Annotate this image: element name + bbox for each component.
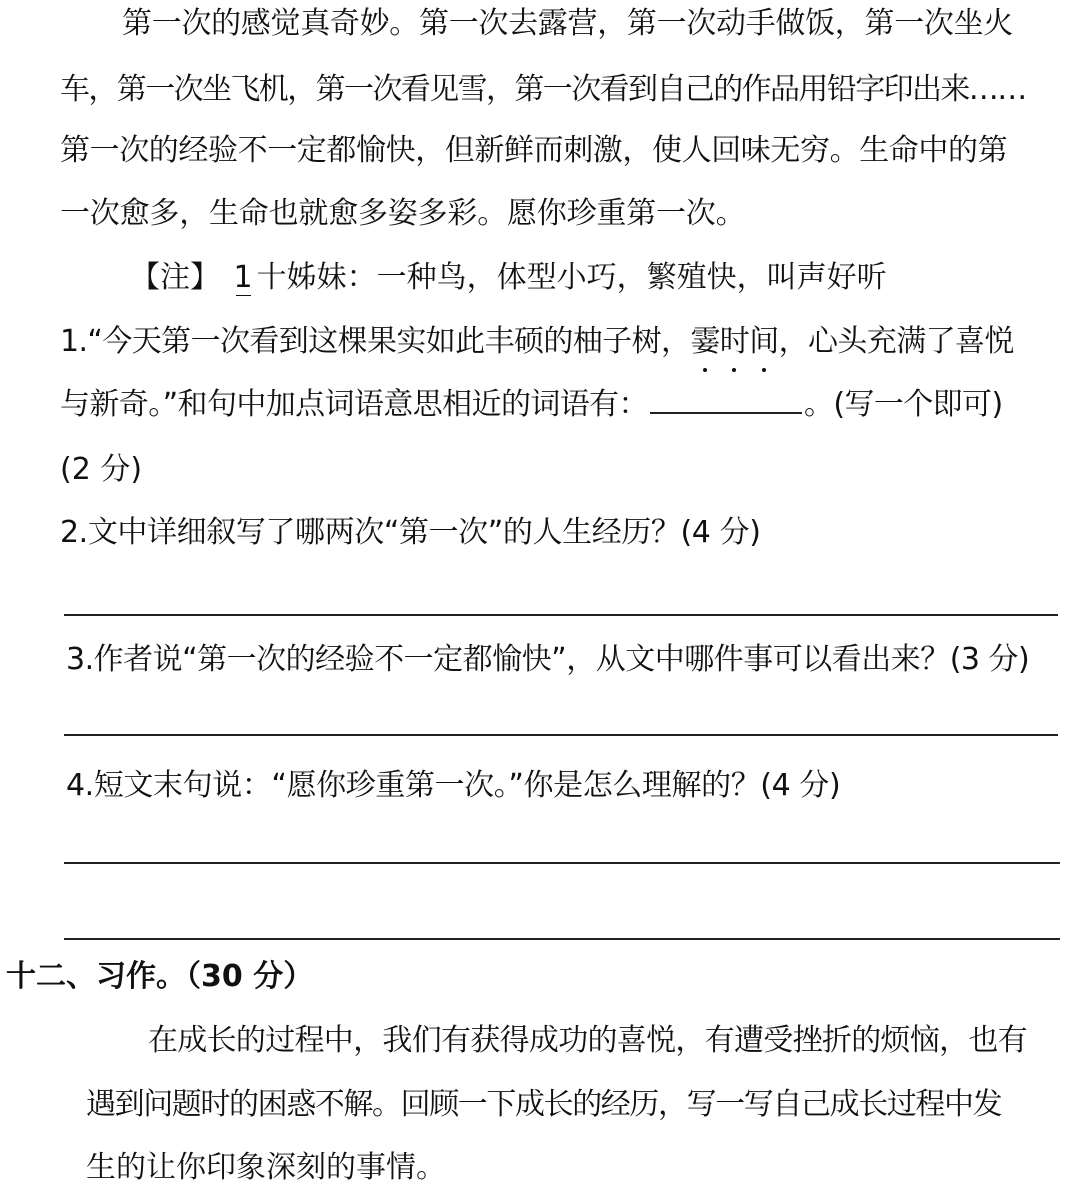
passage-line-1-text: 第一次的感觉真奇妙。第一次去露营，第一次动手做饭，第一次坐火	[122, 6, 1013, 41]
answer-line-q2[interactable]	[64, 614, 1058, 616]
note-text: 十姊妹：一种鸟，体型小巧，繁殖快，叫声好听	[256, 260, 887, 295]
section-heading	[6, 957, 313, 997]
question-4-text: 4.短文末句说：“愿你珍重第一次。”你是怎么理解的？(4 分)	[66, 768, 841, 803]
section-line-3-text: 生的让你印象深刻的事情。	[86, 1150, 446, 1185]
question-1-prompt: 与新奇。”和句中加点词语意思相近的词语有：	[60, 387, 648, 422]
dotted-char-2: 时	[720, 322, 749, 362]
answer-line-q3[interactable]	[64, 734, 1058, 736]
question-4	[66, 766, 840, 806]
answer-line-q4-2[interactable]	[64, 938, 1060, 940]
section-line-1-text: 在成长的过程中，我们有获得成功的喜悦，有遭受挫折的烦恼，也有	[148, 1023, 1027, 1058]
question-2-text: 2.文中详细叙写了哪两次“第一次”的人生经历？(4 分)	[60, 515, 761, 550]
note-number: 1	[234, 258, 253, 298]
section-line-2-text: 遇到问题时的困惑不解。回顾一下成长的经历，写一写自己成长过程中发	[86, 1087, 1002, 1122]
question-2	[60, 513, 761, 553]
section-line-2	[86, 1085, 1001, 1125]
passage-line-2-text: 车，第一次坐飞机，第一次看见雪，第一次看到自己的作品用铅字印出来……	[60, 72, 1026, 107]
question-1-tail: ，心头充满了喜悦	[778, 324, 1014, 359]
question-1-score: (2 分)	[60, 452, 143, 487]
answer-line-q4-1[interactable]	[64, 862, 1060, 864]
question-1-line-1	[60, 322, 1014, 362]
question-1-text: 1.“今天第一次看到这棵果实如此丰硕的柚子树，	[60, 324, 691, 359]
answer-blank-1[interactable]	[650, 386, 802, 414]
question-1-line-3	[60, 450, 142, 490]
dotted-char-1: 霎	[690, 322, 719, 362]
passage-line-4	[60, 194, 745, 234]
passage-line-1	[122, 4, 1013, 44]
passage-line-4-text: 一次愈多，生命也就愈多姿多彩。愿你珍重第一次。	[60, 196, 746, 231]
note-line	[130, 258, 887, 298]
dotted-char-3: 间	[749, 322, 778, 362]
question-1-hint: 。(写一个即可)	[803, 387, 1003, 422]
question-3	[66, 640, 1029, 680]
passage-line-2	[60, 70, 1026, 110]
passage-line-3-text: 第一次的经验不一定都愉快，但新鲜而刺激，使人回味无穷。生命中的第	[60, 133, 1008, 168]
question-3-text: 3.作者说“第一次的经验不一定都愉快”，从文中哪件事可以看出来？(3 分)	[66, 642, 1030, 677]
section-heading-text: 十二、习作。（30 分）	[6, 959, 314, 994]
passage-line-3	[60, 131, 1007, 171]
question-1-line-2	[60, 385, 1003, 425]
section-line-1	[148, 1021, 1027, 1061]
section-line-3	[86, 1148, 446, 1188]
note-label: 【注】	[130, 260, 220, 295]
